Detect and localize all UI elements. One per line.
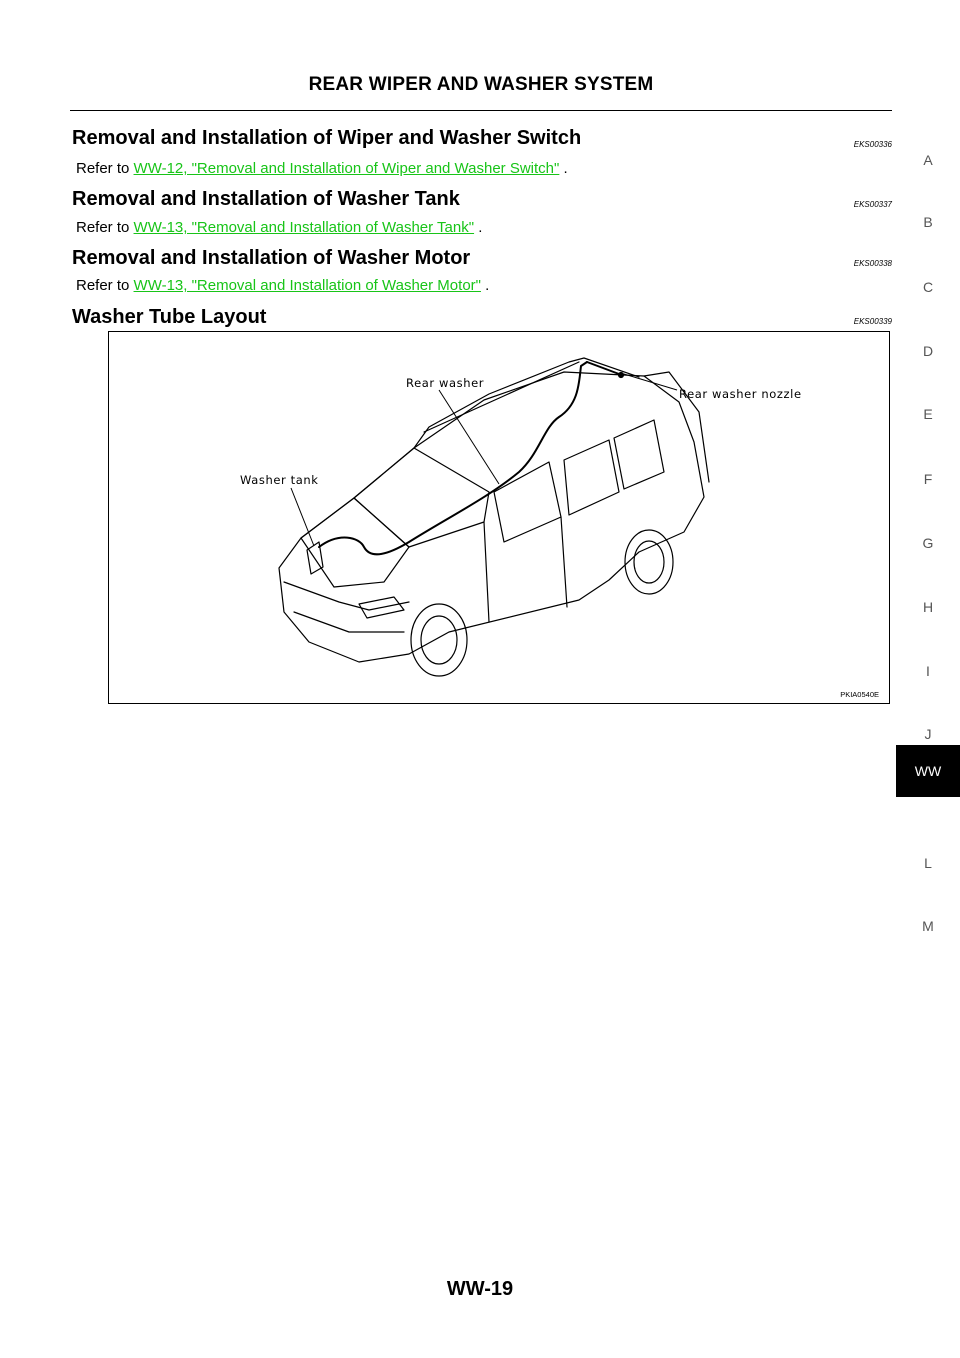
reference-prefix: Refer to [76, 160, 130, 177]
link-washer-motor[interactable]: WW-13, "Removal and Installation of Washer Motor" [133, 277, 481, 294]
header-rule [70, 110, 892, 111]
side-index-f[interactable]: F [923, 471, 933, 487]
reference-suffix: . [478, 219, 483, 236]
section-code-washer-tank: EKS00337 [853, 200, 892, 209]
section-title-wiper-switch: Removal and Installation of Wiper and Washer Switch [72, 127, 582, 149]
side-index-g[interactable]: G [922, 535, 934, 551]
page-header-title: REAR WIPER AND WASHER SYSTEM [308, 74, 654, 95]
side-index [896, 0, 960, 960]
side-index-b[interactable]: B [923, 214, 933, 230]
label-rear-washer-nozzle: Rear washer nozzle [679, 387, 802, 401]
section-title-washer-motor: Removal and Installation of Washer Motor [72, 247, 471, 269]
side-index-c[interactable]: C [922, 279, 934, 295]
link-washer-tank[interactable]: WW-13, "Removal and Installation of Washer Tank" [133, 219, 475, 236]
reference-prefix: Refer to [76, 277, 130, 294]
side-index-d[interactable]: D [922, 343, 934, 359]
side-index-a[interactable]: A [923, 152, 933, 168]
section-code-washer-tube-layout: EKS00339 [853, 317, 892, 326]
reference-suffix: . [485, 277, 490, 294]
side-index-j[interactable]: J [924, 726, 932, 742]
section-title-washer-tube-layout: Washer Tube Layout [72, 306, 267, 328]
side-index-l[interactable]: L [924, 855, 932, 871]
label-washer-tank: Washer tank [240, 473, 319, 487]
label-rear-washer: Rear washer [406, 376, 485, 390]
side-index-m[interactable]: M [922, 918, 934, 934]
reference-suffix: . [563, 160, 568, 177]
section-code-washer-motor: EKS00338 [853, 259, 892, 268]
section-code-wiper-switch: EKS00336 [853, 140, 892, 149]
section-title-washer-tank: Removal and Installation of Washer Tank [72, 188, 460, 210]
figure-id: PKIA0540E [840, 690, 879, 699]
side-index-e[interactable]: E [923, 406, 933, 422]
washer-tube-layout-figure [108, 331, 890, 704]
reference-prefix: Refer to [76, 219, 130, 236]
reference-wiper-switch [76, 160, 568, 178]
side-index-active-ww[interactable]: WW [896, 745, 960, 797]
reference-washer-motor [76, 277, 489, 295]
side-index-i[interactable]: I [926, 663, 930, 679]
reference-washer-tank [76, 219, 482, 237]
page-number: WW-19 [446, 1278, 514, 1300]
link-wiper-switch[interactable]: WW-12, "Removal and Installation of Wiper and Washer Switch" [133, 160, 560, 177]
side-index-h[interactable]: H [922, 599, 934, 615]
